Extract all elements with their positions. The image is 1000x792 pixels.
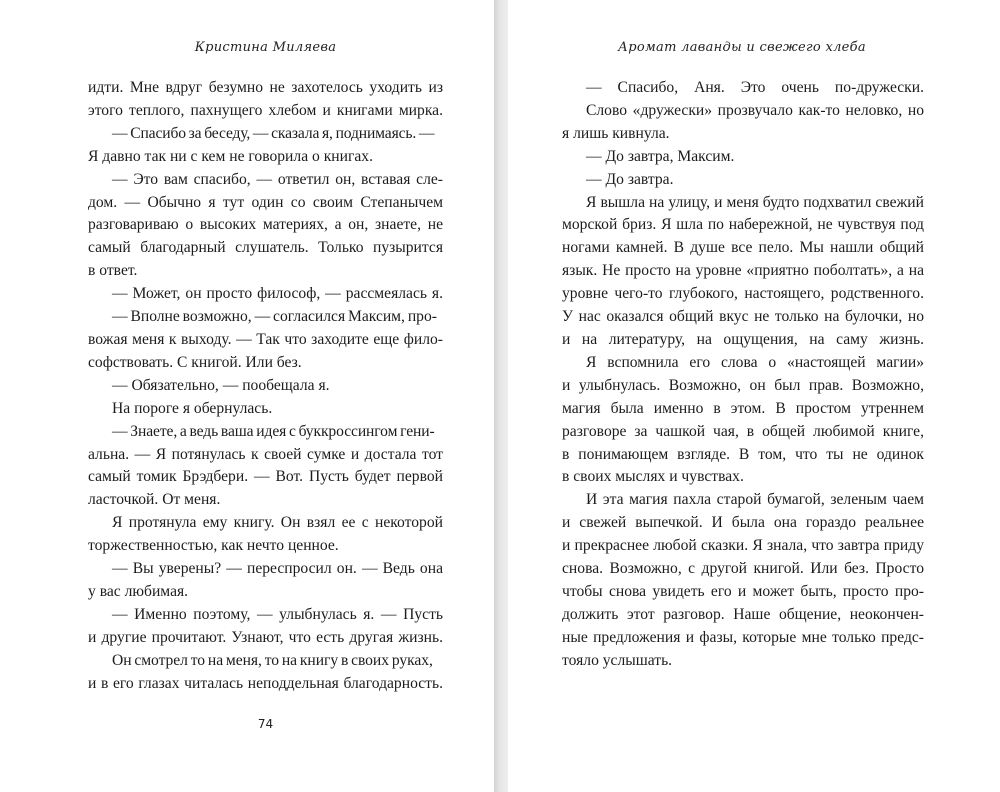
text-line: ласточкой. От меня. — [88, 491, 221, 509]
text-line: язык. Не просто на уровне «приятно поболтать», а на — [562, 262, 924, 280]
text-line: — Может, он просто философ, — рассмеялась я. — [112, 285, 443, 303]
text-line: разговоре за чашкой чая, в общей любимой книге, — [562, 422, 924, 440]
text-line: и улыбнулась. Возможно, он был прав. Возможно, — [562, 376, 924, 394]
text-line: — До завтра. — [586, 170, 674, 188]
right-page — [508, 0, 1000, 792]
text-line: и другие прочитают. Узнают, что есть другая жизнь. — [88, 628, 443, 646]
text-line: — Это вам спасибо, — ответил он, вставая сле- — [112, 170, 443, 188]
text-line: софствовать. С книгой. Или без. — [88, 353, 302, 371]
text-line: идти. Мне вдруг безумно не захотелось уходить из — [88, 79, 443, 96]
text-line: в понимающем взгляде. В том, что ты не одинок — [562, 445, 924, 463]
text-line: чтобы снова увидеть его и может быть, просто про- — [562, 582, 924, 600]
text-line: должить этот разговор. Наше общение, неокончен- — [562, 605, 924, 623]
text-line: — Спасибо за беседу, — сказала я, поднимаясь. — — [112, 124, 435, 142]
text-line: разговариваю о высоких материях, а он, знаете, не — [88, 216, 443, 234]
text-line: в своих мыслях и чувствах. — [562, 468, 744, 486]
text-line: самый томик Брэдбери. — Вот. Пусть будет первой — [88, 468, 443, 486]
text-line: Я вспомнила его слова о «настоящей магии» — [586, 353, 924, 371]
text-line: На пороге я обернулась. — [112, 399, 273, 417]
left-page-text — [88, 77, 443, 695]
text-line: — Вы уверены? — переспросил он. — Ведь она — [112, 560, 443, 578]
text-line: уровне чего-то глубокого, настоящего, родственного. — [562, 285, 924, 303]
text-line: ногами камней. В душе все пело. Мы нашли общий — [562, 239, 924, 257]
text-line: и в его глазах читалась неподдельная благодарность. — [88, 674, 443, 692]
text-line: У нас оказался общий вкус не только на булочки, но — [562, 308, 924, 326]
text-line: тояло услышать. — [562, 651, 673, 669]
text-line: в ответ. — [88, 262, 138, 280]
text-line: Я протянула ему книгу. Он взял ее с некоторой — [112, 514, 443, 532]
left-page — [0, 0, 494, 792]
text-line: — До завтра, Максим. — [586, 147, 735, 165]
text-line: Он смотрел то на меня, то на книгу в своих руках, — [112, 651, 433, 669]
text-line: Слово «дружески» прозвучало как-то неловко, но — [586, 101, 924, 119]
text-line: — Вполне возможно, — согласился Максим, про- — [112, 308, 437, 326]
text-line: и на литературу, на ощущения, на саму жизнь. — [562, 330, 924, 348]
text-line: Я вышла на улицу, и меня будто подхватил свежий — [586, 193, 924, 211]
text-line: этого теплого, пахнущего хлебом и книгами мирка. — [88, 101, 443, 119]
running-head-author: Кристина Миляева — [194, 40, 337, 55]
text-line: Я давно так ни с кем не говорила о книгах. — [88, 147, 373, 165]
text-line: и прекраснее любой сказки. Я знала, что завтра приду — [562, 537, 924, 555]
text-line: самый благодарный слушатель. Только пузырится — [88, 239, 443, 257]
right-page-text — [562, 77, 924, 673]
text-line: альна. — Я потянулась к своей сумке и достала тот — [88, 445, 443, 463]
text-line: снова. Возможно, с другой книгой. Или без. Просто — [562, 560, 924, 578]
text-line: И эта магия пахла старой бумагой, зеленым чаем — [586, 491, 924, 509]
text-line: ные предложения и фазы, которые мне только предс- — [562, 628, 924, 646]
page-number: 74 — [257, 717, 274, 731]
text-line: у вас любимая. — [88, 582, 189, 600]
book-gutter — [494, 0, 508, 792]
text-line: — Обязательно, — пообещала я. — [112, 376, 330, 394]
text-line: — Именно поэтому, — улыбнулась я. — Пусть — [112, 605, 443, 623]
text-line: — Спасибо, Аня. Это очень по-дружески. — [586, 79, 924, 96]
text-line: — Знаете, а ведь ваша идея с буккроссингом гени- — [112, 422, 435, 440]
text-line: я лишь кивнула. — [562, 124, 670, 142]
text-line: торжественностью, как нечто ценное. — [88, 537, 339, 555]
text-line: и свежей выпечкой. И была она гораздо реальнее — [562, 514, 924, 532]
text-line: вожая меня к выходу. — Так что заходите еще фило- — [88, 330, 443, 348]
text-line: магия была именно в этом. В простом утреннем — [562, 399, 924, 417]
running-head-title: Аромат лаванды и свежего хлеба — [618, 40, 866, 55]
text-line: дом. — Обычно я тут один со своим Степанычем — [88, 193, 443, 211]
text-line: морской бриз. Я шла по набережной, не чувствуя под — [562, 216, 924, 234]
